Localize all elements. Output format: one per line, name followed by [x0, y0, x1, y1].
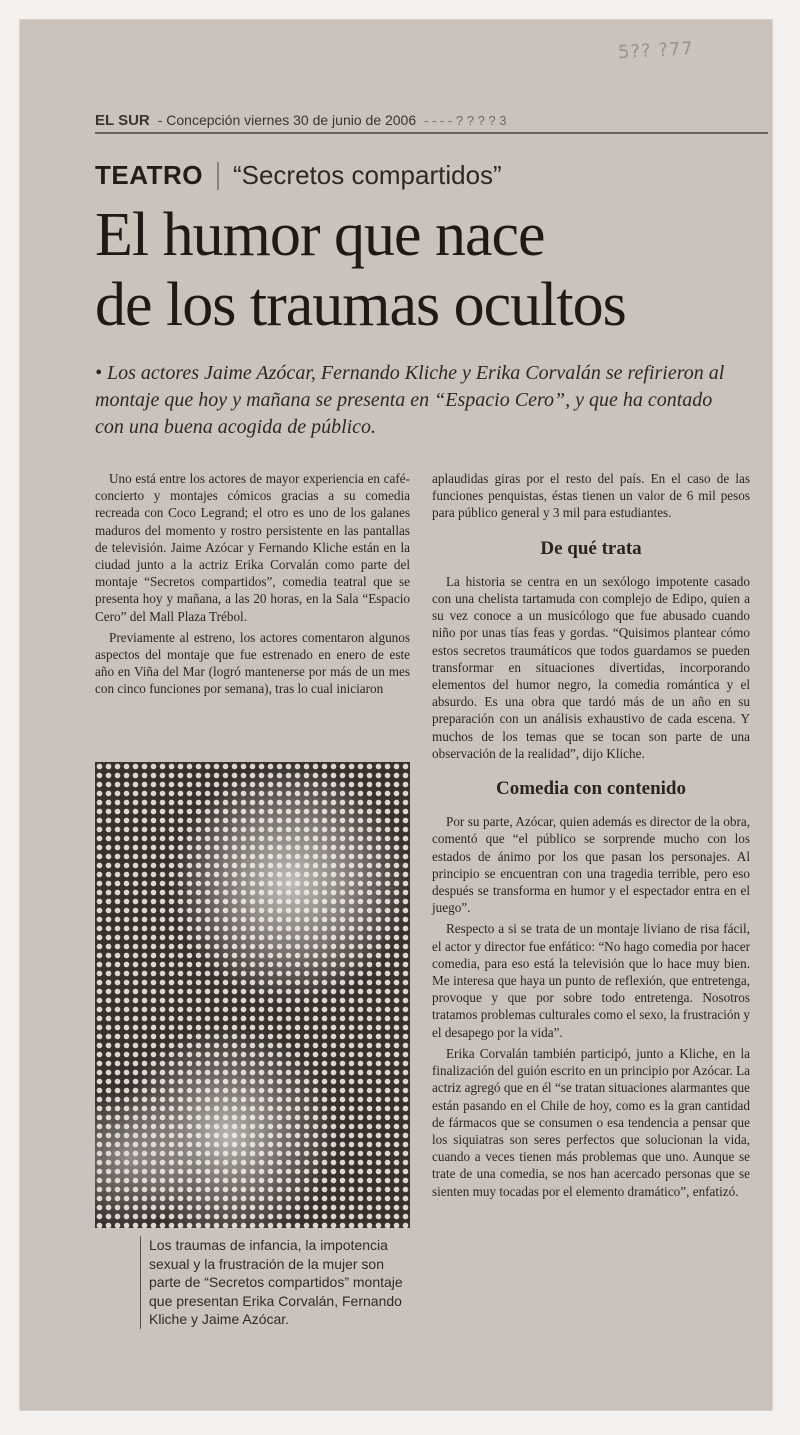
- paragraph: Uno está entre los actores de mayor experiencia en café-concierto y montajes cómicos gracias a su comedia recreada con Coco Legrand; el otro es uno de los galanes maduros del momento y rostro persistente en las pantallas de televisión. Jaime Azócar y Fernando Kliche están en la ciudad junto a la actriz Erika Corvalán como parte del montaje “Secretos compartidos”, comedia teatral que se presenta hoy y mañana, a las 20 horas, en la Sala “Espacio Cero” del Mall Plaza Trébol.: [95, 471, 410, 624]
- newspaper-name: EL SUR: [95, 111, 150, 129]
- paragraph: Previamente al estreno, los actores comentaron algunos aspectos del montaje que fue estrenado en enero de este año en Viña del Mar (logró mantenerse por más de un mes con cinco funciones por semana), tras lo cual iniciaron: [95, 629, 410, 697]
- kicker-divider: [217, 162, 219, 190]
- paragraph: La historia se centra en un sexólogo impotente casado con una chelista tartamuda con complejo de Edipo, quien a su vez conoce a un musicólogo que fue abusado cuando niño por unas tías feas y gordas. “Quisimos plantear cómo estos secretos traumáticos que todos guardamos se pueden transformar en situaciones divertidas, incorporando elementos del humor negro, la comedia romántica y el absurdo. Es una obra que tardó más de un año en su preparación con un análisis exhaustivo de cada escena. Y muchos de los temas que se tocan son parte de una observación de la realidad”, dijo Kliche.: [432, 573, 750, 761]
- section-label: TEATRO: [95, 160, 203, 190]
- paragraph: Respecto a si se trata de un montaje liviano de risa fácil, el actor y director fue enfático: “No hago comedia por hacer comedia, para eso está la televisión que lo hace muy bien. Me interesa que haya un punto de reflexión, que entretenga, provoque y que por sobre todo entretenga. Nosotros tratamos problemas culturales como el sexo, la frustración y el desapego por la vida”.: [432, 921, 750, 1040]
- paragraph: Por su parte, Azócar, quien además es director de la obra, comentó que “el público se sorprende mucho con los estados de ánimo por los que pasan los personajes. Al principio se encuentran con una tragedia terrible, pero eso después se transforma en humor y el espectador entra en el juego”.: [432, 814, 750, 916]
- headline-line-1: El humor que nace: [95, 201, 545, 269]
- paragraph: Erika Corvalán también participó, junto a Kliche, en la finalización del guión escrito en un principio por Azócar. La actriz agregó que en él “se tratan situaciones alarmantes que están pasando en el Chile de hoy, como es la gran cantidad de fármacos que se consumen o esa tendencia a pensar que los siquiatras son seres perfectos que solucionan la vida, cuando a veces tienen más problemas que uno. Aunque se trate de una comedia, se nos han acercado personas que se sienten muy tocadas por el elemento dramático”, enfatizó.: [432, 1045, 750, 1199]
- article-column-2: [432, 470, 750, 1204]
- paragraph: aplaudidas giras por el resto del país. En el caso de las funciones penquistas, éstas tienen un valor de 6 mil pesos para público general y 3 mil para estudiantes.: [432, 471, 750, 521]
- subhead-de-que-trata: De qué trata: [540, 537, 642, 559]
- photo-caption: Los traumas de infancia, la impotencia sexual y la frustración de la mujer son parte de “Secretos compartidos” montaje que presentan Erika Corvalán, Fernando Kliche y Jaime Azócar.: [140, 1236, 404, 1329]
- header-location-date: - Concepción viernes 30 de junio de 2006: [157, 112, 417, 128]
- header-scribble: - - - - ? ? ? ? 3: [424, 112, 507, 128]
- newspaper-header: [95, 108, 768, 134]
- kicker: [95, 160, 502, 191]
- subhead-comedia-con-contenido: Comedia con contenido: [496, 778, 686, 800]
- headline: [95, 200, 755, 340]
- headline-line-2: de los traumas ocultos: [95, 271, 626, 339]
- article-photo: [95, 762, 410, 1228]
- handwritten-note: 5?? ?77: [617, 38, 695, 64]
- article-column-1: [95, 470, 410, 702]
- play-title: “Secretos compartidos”: [232, 160, 502, 190]
- article-deck: • Los actores Jaime Azócar, Fernando Kliche y Erika Corvalán se refirieron al montaje que hoy y mañana se presenta en “Espacio Cero”, y que ha contado con una buena acogida de público.: [95, 362, 725, 438]
